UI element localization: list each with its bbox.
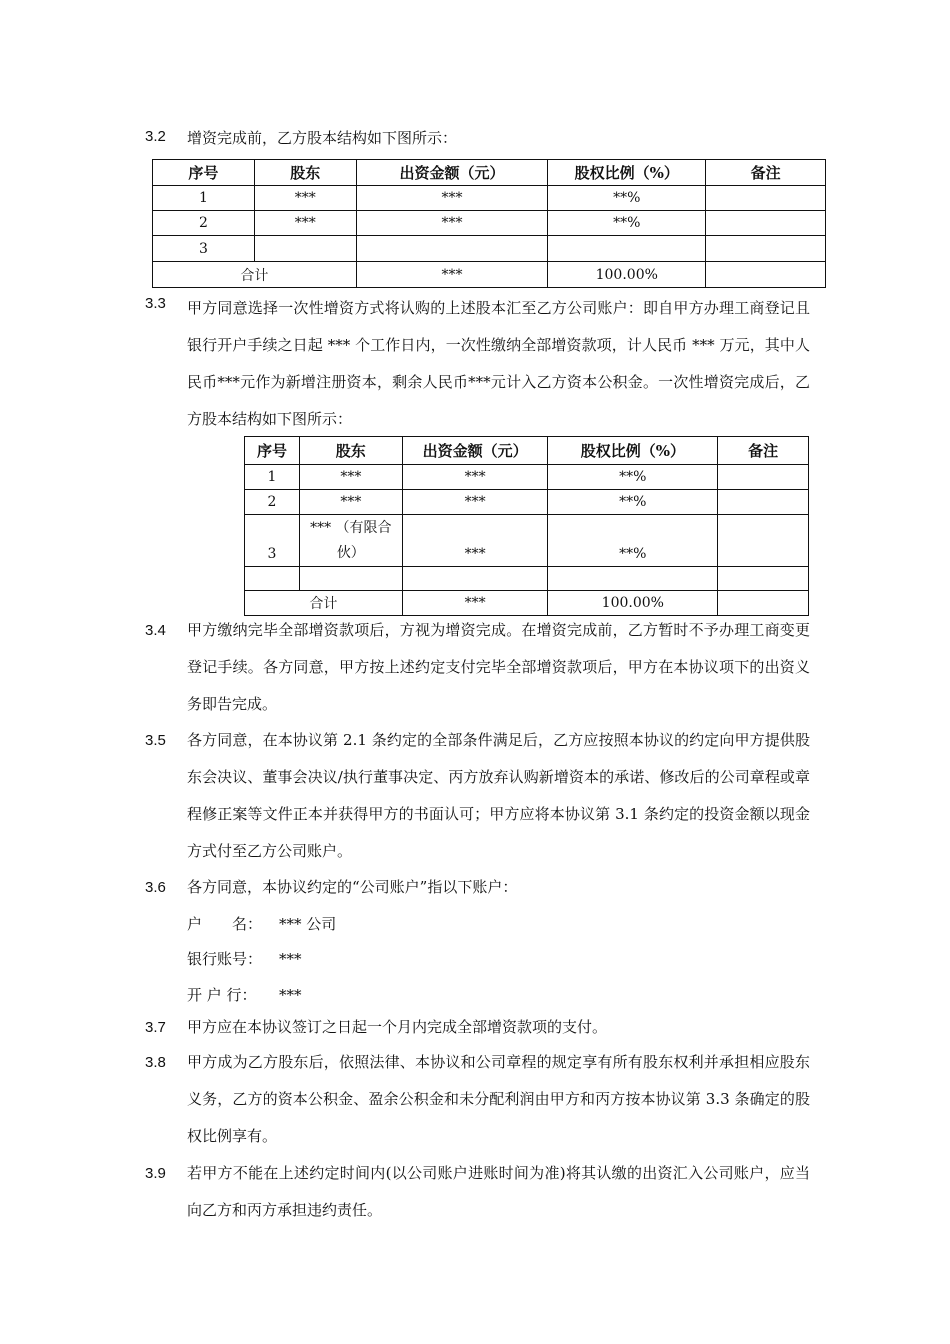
cell: [718, 567, 809, 591]
header-cell: 序号: [245, 437, 300, 465]
total-label: 合计: [153, 262, 357, 288]
cell: [706, 262, 826, 288]
header-cell: 股权比例（%）: [548, 437, 718, 465]
table-row: [245, 490, 809, 515]
clause-text: 甲方同意选择一次性增资方式将认购的上述股本汇至乙方公司账户：即自甲方办理工商登记且银行开户手续之日起 *** 个工作日内，一次性缴纳全部增资款项，计人民币 *** 万元，其中人民币***元作为新增注册资本，剩余人民币***元计入乙方资本公积金。一次性增资完成后，乙方股本结构如下图所示：: [187, 299, 810, 428]
clause-number: 3.7: [145, 1019, 166, 1036]
cell: [706, 186, 826, 211]
cell: 2: [245, 490, 300, 515]
cell: [402, 567, 548, 591]
cell: ***: [254, 211, 356, 236]
table-row: [153, 211, 826, 236]
clause-number: 3.4: [145, 622, 166, 639]
account-name-value: *** 公司: [279, 915, 337, 933]
cell: ***: [356, 186, 548, 211]
table-row: [153, 236, 826, 262]
header-cell: 备注: [718, 437, 809, 465]
cell: **%: [548, 211, 706, 236]
account-bank-value: ***: [279, 986, 302, 1004]
cell: **%: [548, 465, 718, 490]
cell: 2: [153, 211, 255, 236]
header-cell: 出资金额（元）: [402, 437, 548, 465]
table-row: [153, 186, 826, 211]
total-amount: ***: [402, 591, 548, 616]
table-row: [245, 567, 809, 591]
table-row: [245, 465, 809, 490]
clause-text: 各方同意，本协议约定的“公司账户”指以下账户：: [187, 878, 518, 896]
clause-number: 3.3: [145, 295, 166, 312]
account-name-label: 户 名：: [187, 915, 263, 933]
header-cell: 序号: [153, 160, 255, 186]
cell: **%: [548, 186, 706, 211]
cell: **%: [548, 515, 718, 567]
cell: 1: [245, 465, 300, 490]
clause-text: 增资完成前，乙方股本结构如下图所示：: [187, 129, 458, 147]
cell: [245, 567, 300, 591]
cell: ***: [356, 211, 548, 236]
cell: ***: [299, 490, 402, 515]
clause-number: 3.2: [145, 128, 166, 145]
table-row: [245, 515, 809, 567]
account-number-value: ***: [279, 950, 302, 968]
cell: [706, 211, 826, 236]
header-cell: 备注: [706, 160, 826, 186]
cell: [548, 236, 706, 262]
shareholding-table-before: [152, 159, 826, 288]
account-name-line: [187, 913, 336, 934]
cell: ***: [402, 465, 548, 490]
cell: [718, 490, 809, 515]
cell: *** （有限合伙）: [299, 515, 402, 567]
cell: 1: [153, 186, 255, 211]
cell: [254, 236, 356, 262]
cell: ***: [402, 490, 548, 515]
clause-text: 甲方成为乙方股东后，依照法律、本协议和公司章程的规定享有所有股东权利并承担相应股东义务，乙方的资本公积金、盈余公积金和未分配利润由甲方和丙方按本协议第 3.3 条确定的股权比例享有。: [187, 1053, 810, 1145]
cell: [718, 515, 809, 567]
cell: [299, 567, 402, 591]
cell: [548, 567, 718, 591]
cell: [706, 236, 826, 262]
clause-text: 各方同意，在本协议第 2.1 条约定的全部条件满足后，乙方应按照本协议的约定向甲方提供股东会决议、董事会决议/执行董事决定、丙方放弃认购新增资本的承诺、修改后的公司章程或章程修正案等文件正本并获得甲方的书面认可；甲方应将本协议第 3.1 条约定的投资金额以现金方式付至乙方公司账户。: [187, 731, 810, 860]
clause-number: 3.5: [145, 732, 166, 749]
header-cell: 出资金额（元）: [356, 160, 548, 186]
account-number-line: [187, 948, 302, 969]
clause-number: 3.6: [145, 879, 166, 896]
account-number-label: 银行账号：: [187, 950, 263, 968]
cell: ***: [299, 465, 402, 490]
cell: [356, 236, 548, 262]
cell: ***: [254, 186, 356, 211]
header-cell: 股东: [254, 160, 356, 186]
header-cell: 股东: [299, 437, 402, 465]
total-ratio: 100.00%: [548, 591, 718, 616]
cell: ***: [402, 515, 548, 567]
clause-text: 甲方应在本协议签订之日起一个月内完成全部增资款项的支付。: [187, 1018, 608, 1036]
total-ratio: 100.00%: [548, 262, 706, 288]
account-bank-label: 开 户 行：: [187, 986, 257, 1004]
cell: [718, 465, 809, 490]
cell: 3: [245, 515, 300, 567]
total-amount: ***: [356, 262, 548, 288]
shareholding-table-after: [244, 436, 809, 616]
cell: 3: [153, 236, 255, 262]
clause-text: 甲方缴纳完毕全部增资款项后，方视为增资完成。在增资完成前，乙方暂时不予办理工商变更登记手续。各方同意，甲方按上述约定支付完毕全部增资款项后，甲方在本协议项下的出资义务即告完成。: [187, 621, 810, 713]
clause-number: 3.9: [145, 1165, 166, 1182]
cell: **%: [548, 490, 718, 515]
total-label: 合计: [245, 591, 403, 616]
header-cell: 股权比例（%）: [548, 160, 706, 186]
table-total-row: [153, 262, 826, 288]
account-bank-line: [187, 984, 302, 1005]
clause-number: 3.8: [145, 1054, 166, 1071]
clause-text: 若甲方不能在上述约定时间内(以公司账户进账时间为准)将其认缴的出资汇入公司账户，应当向乙方和丙方承担违约责任。: [187, 1164, 810, 1219]
